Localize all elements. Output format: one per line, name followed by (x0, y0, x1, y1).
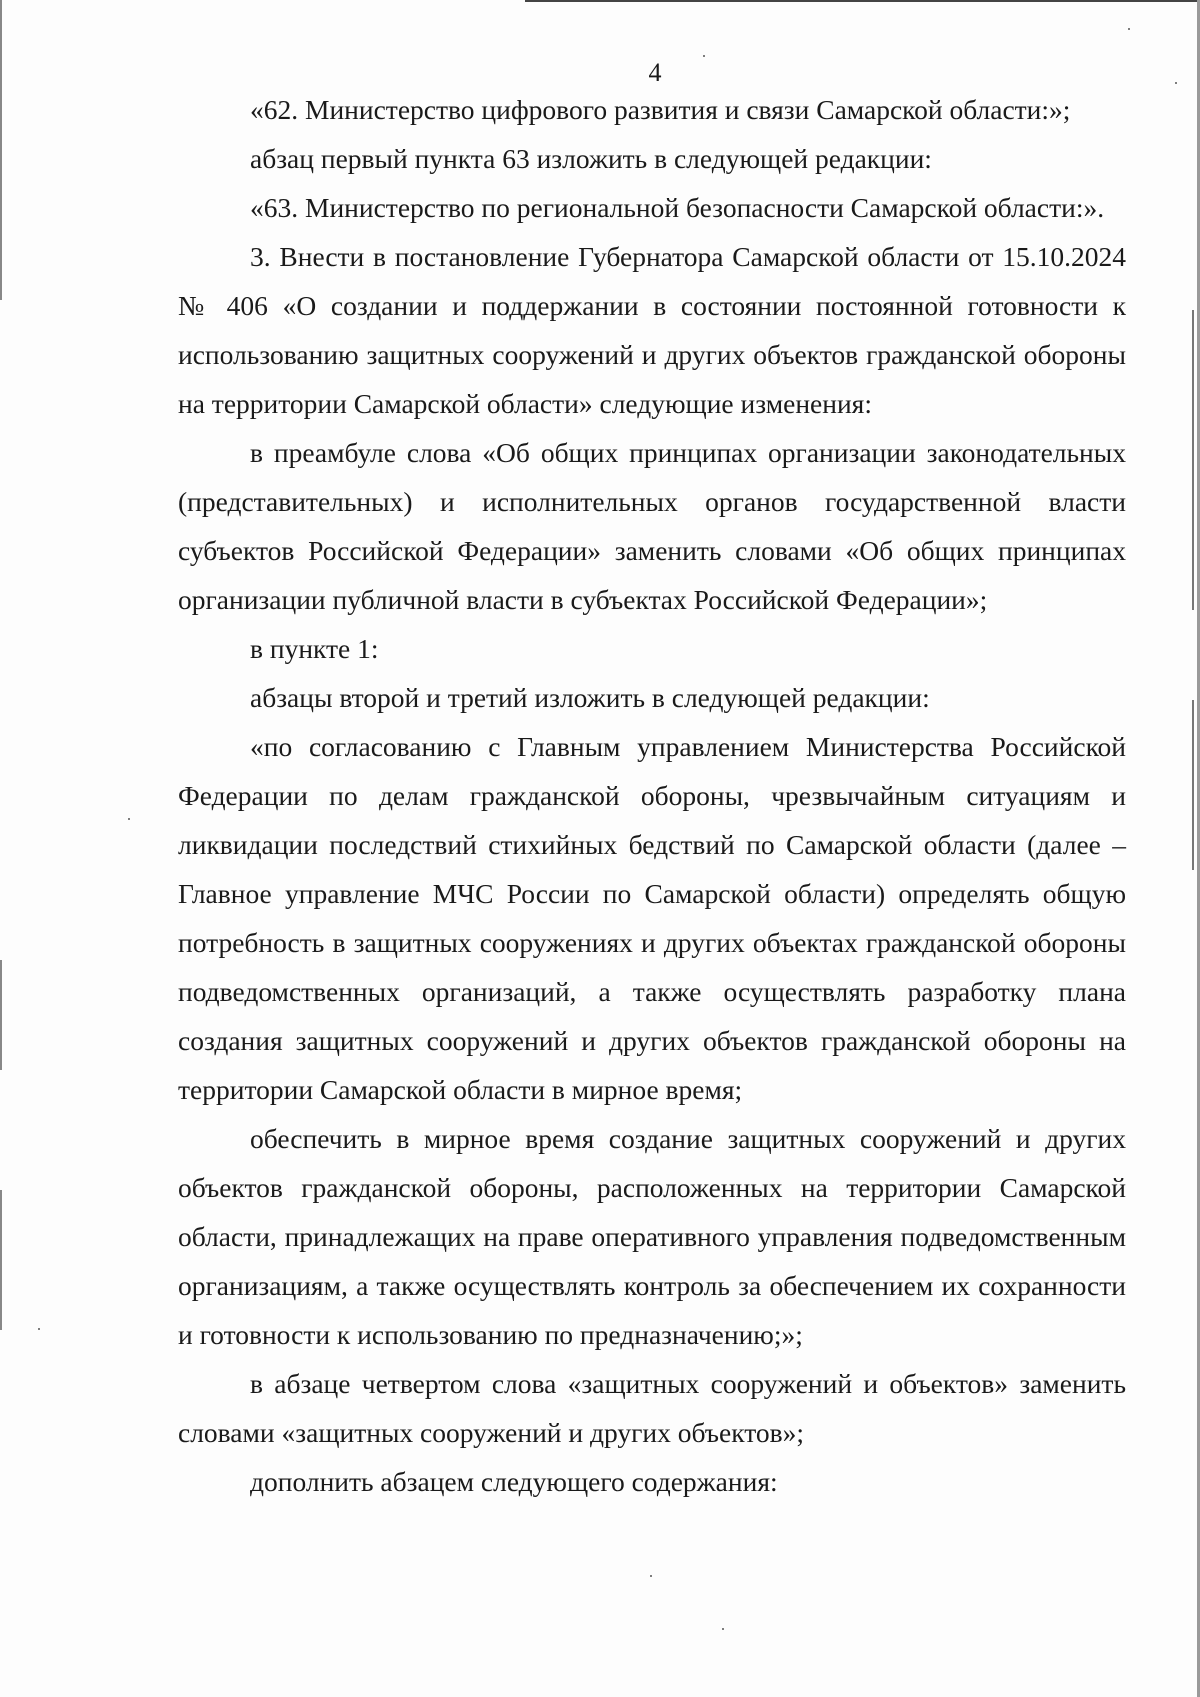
paragraph: «63. Министерство по региональной безопасности Самарской области:». (250, 192, 1105, 223)
paragraph: «по согласованию с Главным управлением Министерства Российской Федерации по делам гражданской обороны, чрезвычайным ситуациям и ликвидации последствий стихийных бедствий по Самарской области (далее – Главное управление МЧС России по Самарской области) определять общую потребность в защитных сооружениях и других объектах гражданской обороны подведомственных организаций, а также осуществлять разработку плана создания защитных сооружений и других объектов гражданской обороны на территории Самарской области в мирное время; (178, 731, 1126, 1105)
paragraph: «62. Министерство цифрового развития и связи Самарской области:»; (250, 94, 1071, 125)
page-number: 4 (648, 58, 662, 87)
scan-top-border (525, 0, 1200, 2)
scan-left-mark (0, 0, 2, 300)
scan-speck (650, 1575, 652, 1577)
scan-speck (703, 55, 705, 57)
scan-speck (128, 818, 130, 820)
paragraph: в преамбуле слова «Об общих принципах организации законодательных (представительных) и исполнительных органов государственной власти субъектов Российской Федерации» заменить словами «Об общих принципах организации публичной власти в субъектах Российской Федерации»; (178, 437, 1126, 615)
paragraph: абзац первый пункта 63 изложить в следующей редакции: (250, 143, 932, 174)
paragraph: 3. Внести в постановление Губернатора Самарской области от 15.10.2024 № 406 «О создании и поддержании в состоянии постоянной готовности к использованию защитных сооружений и других объектов гражданской обороны на территории Самарской области» следующие изменения: (178, 241, 1126, 419)
scan-right-mark (1192, 700, 1194, 870)
scan-speck (38, 1328, 40, 1330)
scan-speck (722, 1628, 724, 1630)
paragraph: в пункте 1: (250, 633, 379, 664)
paragraph: в абзаце четвертом слова «защитных сооружений и объектов» заменить словами «защитных сооружений и других объектов»; (178, 1368, 1126, 1448)
scan-left-mark (0, 1190, 2, 1330)
paragraph: дополнить абзацем следующего содержания: (250, 1466, 778, 1497)
paragraph: обеспечить в мирное время создание защитных сооружений и других объектов гражданской обороны, расположенных на территории Самарской области, принадлежащих на праве оперативного управления подведомственным организациям, а также осуществлять контроль за обеспечением их сохранности и готовности к использованию по предназначению;»; (178, 1123, 1126, 1350)
document-body (178, 85, 1126, 1506)
scan-left-mark (0, 960, 2, 1070)
scan-speck (1128, 28, 1130, 30)
scan-right-mark (1192, 310, 1194, 610)
paragraph: абзацы второй и третий изложить в следующей редакции: (250, 682, 930, 713)
